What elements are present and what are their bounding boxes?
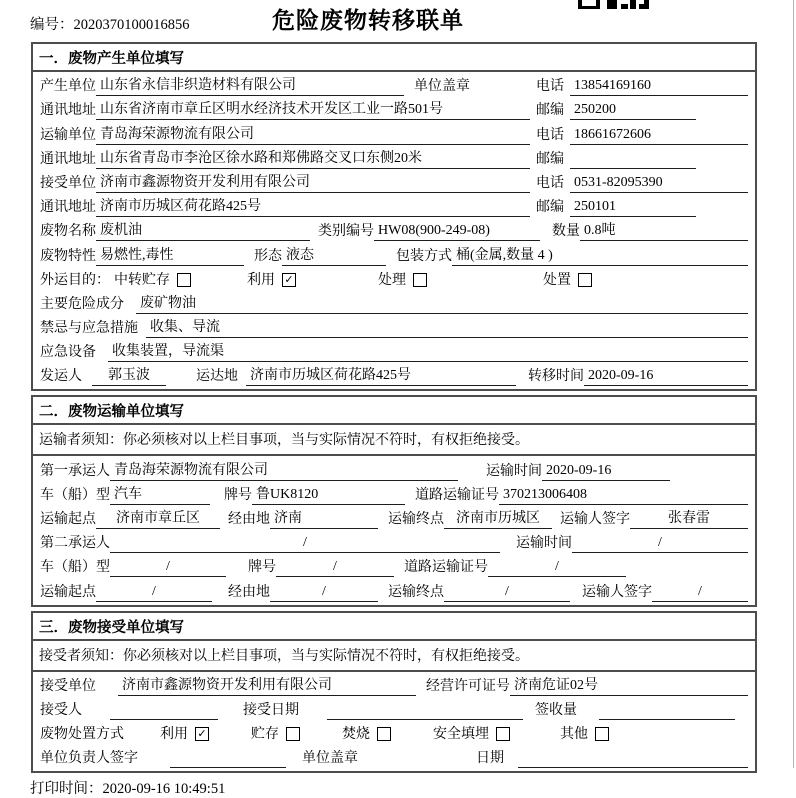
- emergency-equipment-value: 收集装置，导流渠: [108, 340, 748, 362]
- origin-label: 运输起点: [40, 512, 96, 527]
- transport-address-value: 山东省青岛市李沧区徐水路和郑佛路交叉口东侧20米: [96, 147, 530, 169]
- form-state-label: 形态: [254, 248, 282, 264]
- origin2-value: /: [96, 584, 212, 602]
- producer-unit-value: 山东省永信非织造材料有限公司: [96, 74, 404, 96]
- row-vehicle2: [40, 553, 748, 577]
- document-header: [0, 0, 796, 42]
- carrier-signature-label: 运输人签字: [560, 512, 630, 527]
- row-emergency-equipment: [40, 338, 748, 362]
- section-producer: [31, 42, 757, 391]
- option-treat-label: 处理: [378, 272, 406, 288]
- receiver-unit-value: 济南市鑫源物资开发利用有限公司: [96, 171, 530, 193]
- transport-time-label: 运输时间: [516, 536, 572, 552]
- producer-phone-value: 13854169160: [570, 78, 748, 96]
- option-utilize-label: 利用: [247, 272, 275, 288]
- packaging-label: 包装方式: [396, 248, 452, 264]
- precautions-value: 收集、导流: [146, 316, 748, 338]
- second-carrier-value: /: [110, 535, 500, 553]
- section-producer-body: [33, 72, 755, 389]
- signed-quantity-label: 签收量: [535, 702, 577, 718]
- phone-label: 电话: [536, 127, 564, 143]
- row-receiver-address: [40, 193, 748, 217]
- row-receiver-person: [40, 696, 748, 720]
- transfer-form: [31, 42, 757, 773]
- road-permit-label: 道路运输证号: [404, 560, 488, 576]
- receiver-zipcode-value: 250101: [570, 199, 696, 217]
- row-route2: [40, 577, 748, 601]
- unit-seal-label: 单位盖章: [414, 79, 470, 95]
- row-waste-property: [40, 241, 748, 265]
- license-number-value: 济南危证02号: [510, 674, 748, 696]
- vehicle-type-label: 车（船）型: [40, 560, 110, 576]
- producer-zipcode-value: 250200: [570, 102, 696, 120]
- row-producer-address: [40, 96, 748, 120]
- phone-label: 电话: [536, 175, 564, 191]
- row-waste-name: [40, 217, 748, 241]
- date-value: [518, 766, 748, 768]
- right-column: [536, 124, 748, 145]
- print-time-label: 打印时间：: [30, 781, 103, 798]
- plate-number-value: 鲁UK8120: [252, 483, 405, 505]
- row-route: [40, 505, 748, 529]
- row-disposal-method: [40, 720, 748, 744]
- checkbox-landfill: [496, 727, 510, 741]
- receive-date-value: [327, 718, 523, 720]
- transport-unit-value: 青岛海荣源物流有限公司: [96, 123, 530, 145]
- zipcode-label: 邮编: [536, 103, 564, 119]
- vehicle-type-label: 车（船）型: [40, 487, 110, 503]
- producer-address-value: 山东省济南市章丘区明水经济技术开发区工业一路501号: [96, 98, 530, 120]
- address-label: 通讯地址: [40, 151, 96, 167]
- zipcode-label: 邮编: [536, 151, 564, 167]
- row-transport-address: [40, 145, 748, 169]
- row-responsible-signature: [40, 744, 748, 768]
- responsible-signature-label: 单位负责人签字: [40, 751, 138, 767]
- right-column: [536, 172, 748, 193]
- transfer-time-label: 转移时间: [528, 369, 584, 385]
- option-utilize-label: 利用: [160, 727, 188, 743]
- checkbox-incinerate: [377, 727, 391, 741]
- checkbox-other: [595, 727, 609, 741]
- right-column: [536, 148, 748, 169]
- road-permit-label: 道路运输证号: [415, 487, 499, 503]
- second-carrier-label: 第二承运人: [40, 536, 110, 552]
- right-column: [536, 196, 748, 217]
- section-transporter-body: [33, 456, 755, 604]
- section-receiver: [31, 611, 757, 774]
- receiver-phone-value: 0531-82095390: [570, 175, 748, 193]
- signed-quantity-value: [599, 718, 735, 720]
- receiver-notice: 接受者须知：你必须核对以上栏目事项，当与实际情况不符时，有权拒绝接受。: [33, 641, 755, 672]
- hazardous-component-label: 主要危险成分: [40, 296, 124, 312]
- unit-seal-label: 单位盖章: [302, 751, 358, 767]
- row-first-carrier: [40, 456, 748, 480]
- origin-value: 济南市章丘区: [96, 507, 220, 529]
- transporter-notice: 运输者须知：你必须核对以上栏目事项，当与实际情况不符时，有权拒绝接受。: [33, 425, 755, 456]
- packaging-value: 桶(金属,数量 4 ): [452, 244, 748, 266]
- print-time: [30, 777, 796, 798]
- row-receiver-unit: [40, 169, 748, 193]
- license-number-label: 经营许可证号: [426, 678, 510, 694]
- receiver-unit-label: 接受单位: [40, 175, 96, 191]
- section-producer-title: 一．废物产生单位填写: [33, 44, 755, 72]
- right-column: [536, 99, 748, 120]
- option-landfill-label: 安全填埋: [433, 727, 489, 743]
- transfer-purpose-label: 外运目的：: [40, 272, 110, 288]
- receiver-person-label: 接受人: [40, 702, 82, 718]
- date-label: 日期: [476, 751, 504, 767]
- print-time-value: 2020-09-16 10:49:51: [102, 781, 226, 798]
- row-hazardous-component: [40, 290, 748, 314]
- checkbox-treat: [413, 273, 427, 287]
- consignor-value: 郭玉波: [92, 364, 166, 386]
- section-receiver-title: 三．废物接受单位填写: [33, 613, 755, 641]
- receiver-person-value: [110, 718, 218, 720]
- checkbox-dispose: [578, 273, 592, 287]
- option-dispose-label: 处置: [543, 272, 571, 288]
- first-carrier-label: 第一承运人: [40, 463, 110, 479]
- right-column: [536, 75, 748, 96]
- road-permit-value: 370213006408: [499, 487, 748, 505]
- carrier-signature-value: 张春雷: [630, 507, 748, 529]
- vehicle-type2-value: /: [110, 559, 226, 577]
- responsible-signature-value: [170, 766, 286, 768]
- row-precautions: [40, 314, 748, 338]
- checkbox-transit-storage: [177, 273, 191, 287]
- page-right-edge: [793, 0, 794, 768]
- document-title: 危险废物转移联单: [272, 8, 464, 33]
- row-producer-unit: [40, 72, 748, 96]
- disposal-method-label: 废物处置方式: [40, 727, 124, 743]
- transport-time-value: 2020-09-16: [542, 463, 670, 481]
- plate-number-label: 牌号: [224, 487, 252, 503]
- section-receiver-body: [33, 672, 755, 772]
- destination-value: 济南市历城区荷花路425号: [246, 364, 516, 386]
- receiving-unit-label: 接受单位: [40, 678, 96, 694]
- row-transport-unit: [40, 120, 748, 144]
- receiver-address-value: 济南市历城区荷花路425号: [96, 195, 530, 217]
- option-transit-storage-label: 中转贮存: [114, 272, 170, 288]
- plate-number-label: 牌号: [248, 560, 276, 576]
- precautions-label: 禁忌与应急措施: [40, 321, 138, 337]
- waste-property-value: 易燃性,毒性: [96, 244, 244, 266]
- phone-label: 电话: [536, 79, 564, 95]
- quantity-value: 0.8吨: [580, 219, 748, 241]
- document-number-value: 2020370100016856: [73, 17, 190, 33]
- transport-time2-value: /: [572, 535, 748, 553]
- via-label: 经由地: [228, 512, 270, 527]
- option-incinerate-label: 焚烧: [342, 727, 370, 743]
- via-value: 济南: [270, 507, 378, 529]
- zipcode-label: 邮编: [536, 200, 564, 216]
- address-label: 通讯地址: [40, 103, 96, 119]
- plate-number2-value: /: [276, 559, 394, 577]
- terminus-label: 运输终点: [388, 512, 444, 527]
- carrier-signature2-value: /: [652, 584, 748, 602]
- road-permit2-value: /: [488, 559, 626, 577]
- via-label: 经由地: [228, 584, 270, 600]
- transport-zipcode-value: [570, 167, 696, 169]
- transport-phone-value: 18661672606: [570, 127, 748, 145]
- producer-unit-label: 产生单位: [40, 79, 96, 95]
- row-transfer-purpose: [40, 266, 748, 290]
- waste-name-value: 废机油: [96, 219, 310, 241]
- hazardous-component-value: 废矿物油: [136, 292, 748, 314]
- checkbox-utilize-receiver: ✓: [195, 727, 209, 741]
- option-other-label: 其他: [560, 727, 588, 743]
- terminus-label: 运输终点: [388, 584, 444, 600]
- document-number-label: 编号：: [30, 17, 74, 33]
- destination-label: 运达地: [196, 369, 238, 385]
- row-second-carrier: [40, 529, 748, 553]
- receive-date-label: 接受日期: [243, 702, 299, 718]
- quantity-label: 数量: [552, 224, 580, 240]
- first-carrier-value: 青岛海荣源物流有限公司: [110, 459, 458, 481]
- option-storage-label: 贮存: [251, 727, 279, 743]
- address-label: 通讯地址: [40, 200, 96, 216]
- consignor-label: 发运人: [40, 369, 82, 385]
- row-receiving-unit: [40, 672, 748, 696]
- row-vehicle: [40, 481, 748, 505]
- checkbox-utilize: ✓: [282, 273, 296, 287]
- carrier-signature-label: 运输人签字: [582, 584, 652, 600]
- transfer-time-value: 2020-09-16: [584, 368, 748, 386]
- transport-time-label: 运输时间: [486, 463, 542, 479]
- form-state-value: 液态: [282, 244, 386, 266]
- section-transporter: [31, 395, 757, 606]
- vehicle-type-value: 汽车: [110, 483, 210, 505]
- row-consignor: [40, 362, 748, 386]
- terminus-value: 济南市历城区: [444, 507, 552, 529]
- emergency-equipment-label: 应急设备: [40, 345, 96, 361]
- origin-label: 运输起点: [40, 584, 96, 600]
- transport-unit-label: 运输单位: [40, 127, 96, 143]
- category-code-label: 类别编号: [318, 224, 374, 240]
- receiving-unit-value: 济南市鑫源物资开发利用有限公司: [118, 674, 416, 696]
- section-transporter-title: 二．废物运输单位填写: [33, 397, 755, 425]
- terminus2-value: /: [444, 584, 570, 602]
- waste-name-label: 废物名称: [40, 224, 96, 240]
- category-code-value: HW08(900-249-08): [374, 223, 540, 241]
- checkbox-storage: [286, 727, 300, 741]
- via2-value: /: [270, 584, 378, 602]
- waste-property-label: 废物特性: [40, 248, 96, 264]
